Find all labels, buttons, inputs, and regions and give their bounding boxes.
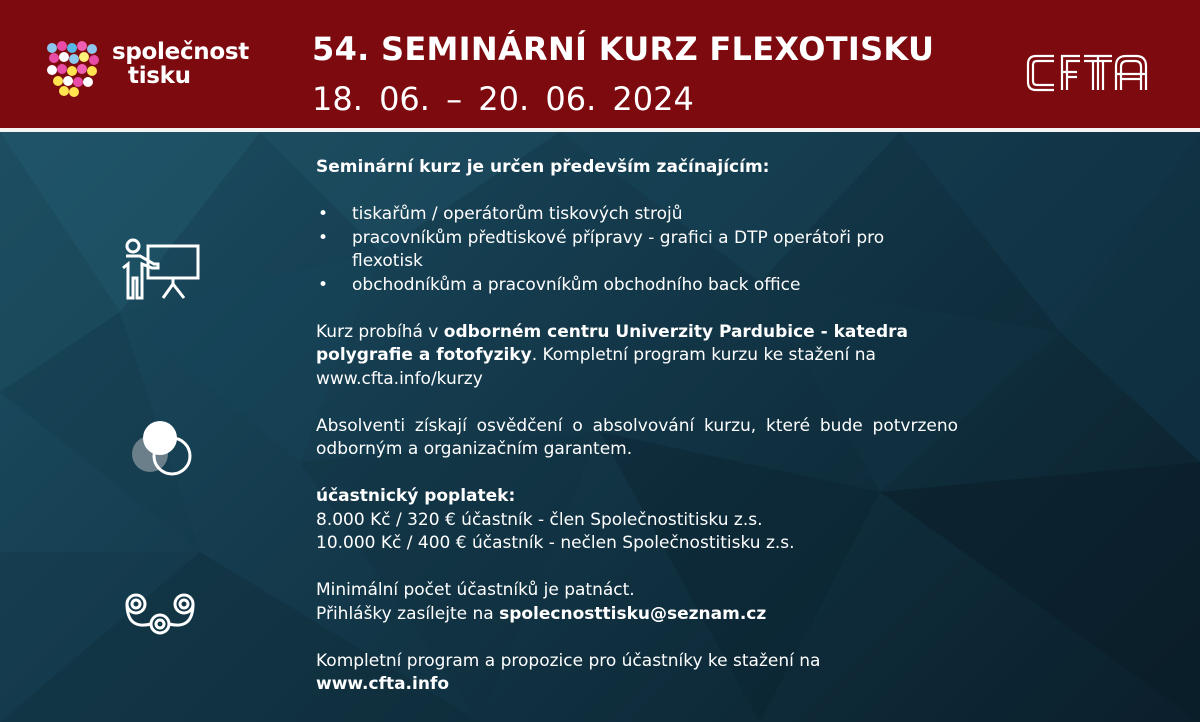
contact-email[interactable]: spolecnosttisku@seznam.cz: [499, 603, 767, 624]
rollers-icon: [124, 590, 196, 642]
event-dates: 18. 06. – 20. 06. 2024: [312, 80, 694, 118]
presenter-icon: [118, 238, 202, 306]
cfta-logo: [1024, 52, 1152, 94]
page-title: 54. SEMINÁRNÍ KURZ FLEXOTISKU: [312, 30, 935, 68]
fee-member: 8.000 Kč / 320 € účastník - člen Společnostitisku z.s.: [316, 509, 763, 530]
audience-item-sales: • obchodníkům a pracovníkům obchodního back office: [316, 274, 958, 298]
dots-logo-icon: [44, 40, 114, 102]
audience-item-printers: • tiskařům / operátorům tiskových strojů: [316, 203, 958, 227]
intro-heading: Seminární kurz je určen především začínajícím:: [316, 157, 770, 177]
logo-line-1: společnost: [112, 39, 249, 65]
venue-name: odborném centru Univerzity Pardubice - katedra polygrafie a fotofyziky: [316, 321, 909, 365]
header-banner: [0, 0, 1200, 132]
venue-paragraph: Kurz probíhá v odborném centru Univerzity Pardubice - katedra polygrafie a fotofyziky. Kompletní program kurzu ke stažení na www.cfta.info/kurzy: [316, 321, 909, 389]
cfta-logo-icon: [1024, 52, 1152, 94]
logo-line-2: tisku: [128, 63, 191, 89]
audience-item-prepress: • pracovníkům předtiskové přípravy - grafici a DTP operátoři pro flexotisk: [316, 227, 958, 274]
fee-heading: účastnický poplatek:: [316, 486, 516, 506]
audience-list: [316, 203, 958, 297]
fee-nonmember: 10.000 Kč / 400 € účastník - nečlen Společnostitisku z.s.: [316, 533, 795, 553]
main-content: [316, 156, 958, 697]
certificate-paragraph: Absolventi získají osvědčení o absolvování kurzu, které bude potvrzeno odborným a organizačním garantem.: [316, 415, 958, 459]
program-text: Kompletní program a propozice pro účastníky ke stažení na: [316, 650, 821, 671]
program-link[interactable]: www.cfta.info: [316, 674, 450, 694]
spolecnost-tisku-logo: [44, 40, 284, 102]
logo-wordmark: [112, 40, 249, 88]
min-participants: Minimální počet účastníků je patnáct.: [316, 580, 635, 600]
overlapping-circles-icon: [126, 418, 196, 480]
application-line: Přihlášky zasílejte na spolecnosttisku@seznam.cz: [316, 603, 767, 624]
